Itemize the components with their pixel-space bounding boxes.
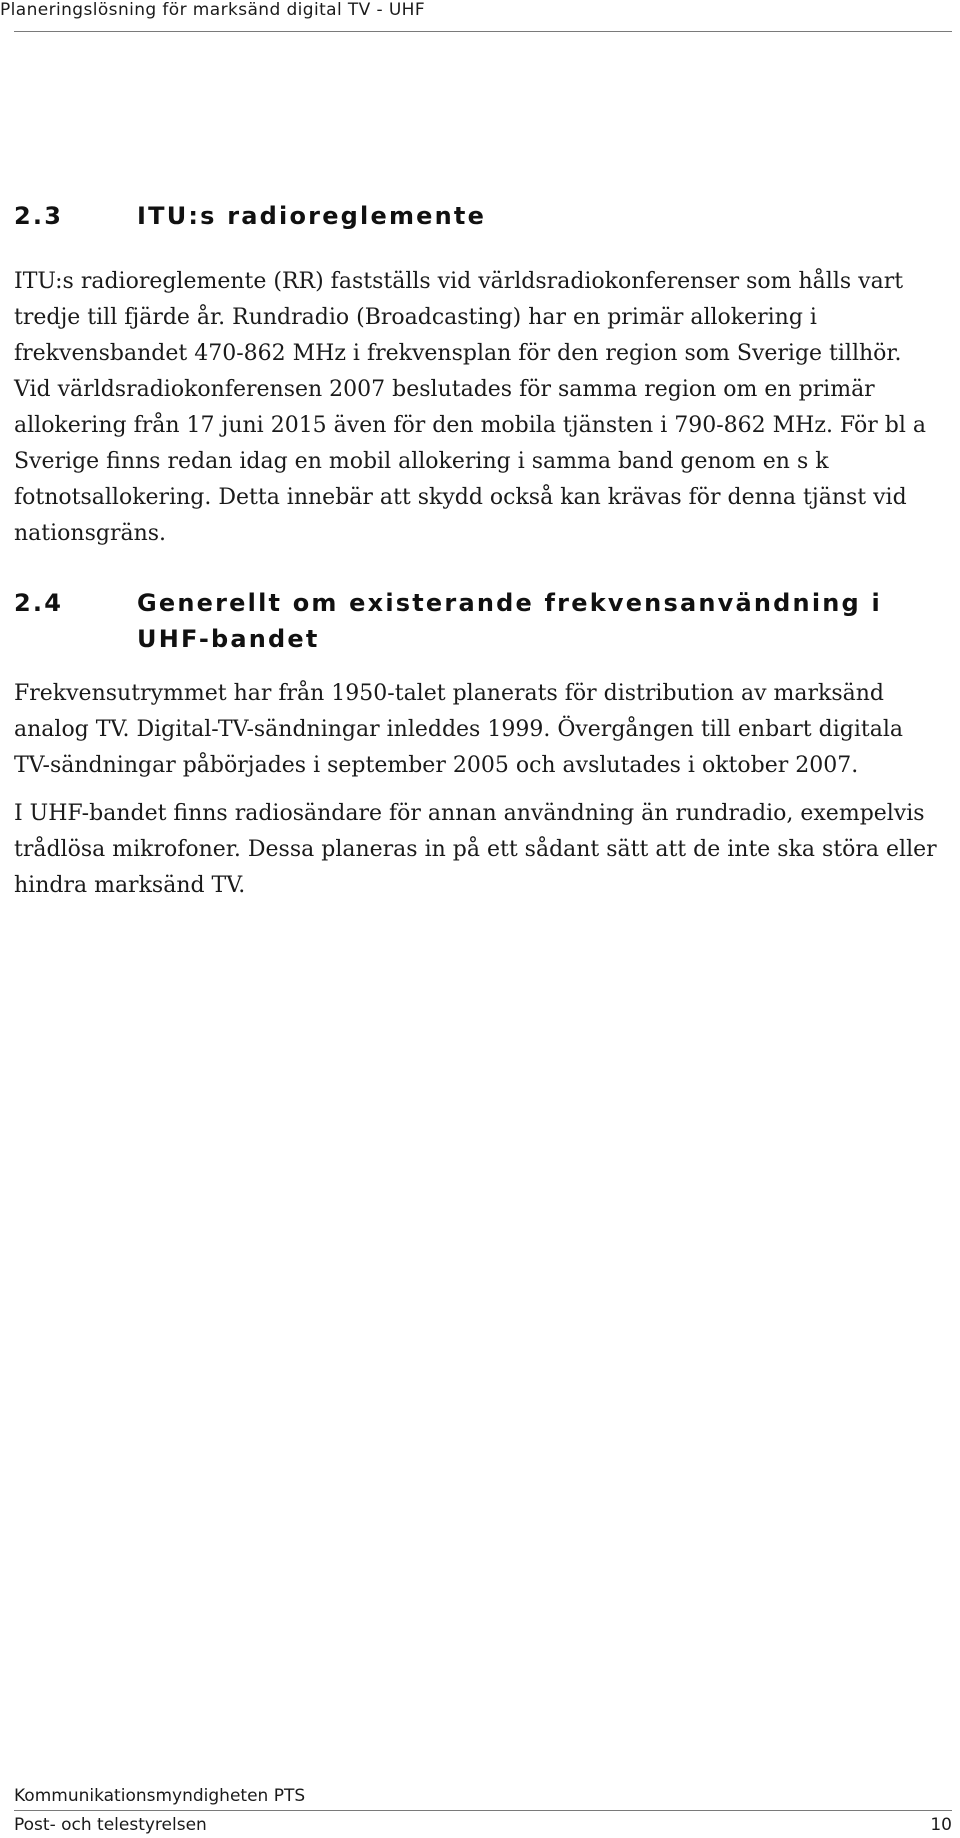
footer-organization: Kommunikationsmyndigheten PTS: [14, 1786, 306, 1806]
footer: [14, 1815, 952, 1835]
header-divider: [14, 31, 952, 32]
section-2-3-paragraph: ITU:s radioreglemente (RR) fastställs vid världsradiokonferenser som hålls vart tredje till fjärde år. Rundradio (Broadcasting) har en primär allokering i frekvensbandet 470-862 MHz i frekvensplan för den region som Sverige tillhör. Vid världsradiokonferensen 2007 beslutades för samma region om en primär allokering från 17 juni 2015 även för den mobila tjänsten i 790-862 MHz. För bl a Sverige finns redan idag en mobil allokering i samma band genom en s k fotnotsallokering. Detta innebär att skydd också kan krävas för denna tjänst vid nationsgräns.: [14, 269, 926, 546]
section-2-4-paragraph-2: I UHF-bandet finns radiosändare för annan användning än rundradio, exempelvis trådlösa mikrofoner. Dessa planeras in på ett sådant sätt att de inte ska störa eller hindra marksänd TV.: [14, 801, 937, 898]
section-title-line-2: UHF-bandet: [137, 625, 320, 653]
section-number: 2.4: [14, 589, 64, 617]
footer-divider: [14, 1810, 952, 1811]
section-title-line-1: Generellt om existerande frekvensanvändning i: [137, 589, 882, 617]
running-header: Planeringslösning för marksänd digital TV - UHF: [0, 0, 426, 20]
page-number: 10: [930, 1815, 952, 1835]
section-title: ITU:s radioreglemente: [137, 202, 487, 230]
section-heading-2-4: [14, 585, 882, 657]
footer-agency: Post- och telestyrelsen: [14, 1815, 207, 1835]
section-2-4-paragraph-1: Frekvensutrymmet har från 1950-talet planerats för distribution av marksänd analog TV. Digital-TV-sändningar inleddes 1999. Övergången till enbart digitala TV-sändningar påbörjades i september 2005 och avslutades i oktober 2007.: [14, 681, 903, 778]
section-number: 2.3: [14, 202, 64, 230]
section-heading-2-3: [14, 198, 486, 234]
